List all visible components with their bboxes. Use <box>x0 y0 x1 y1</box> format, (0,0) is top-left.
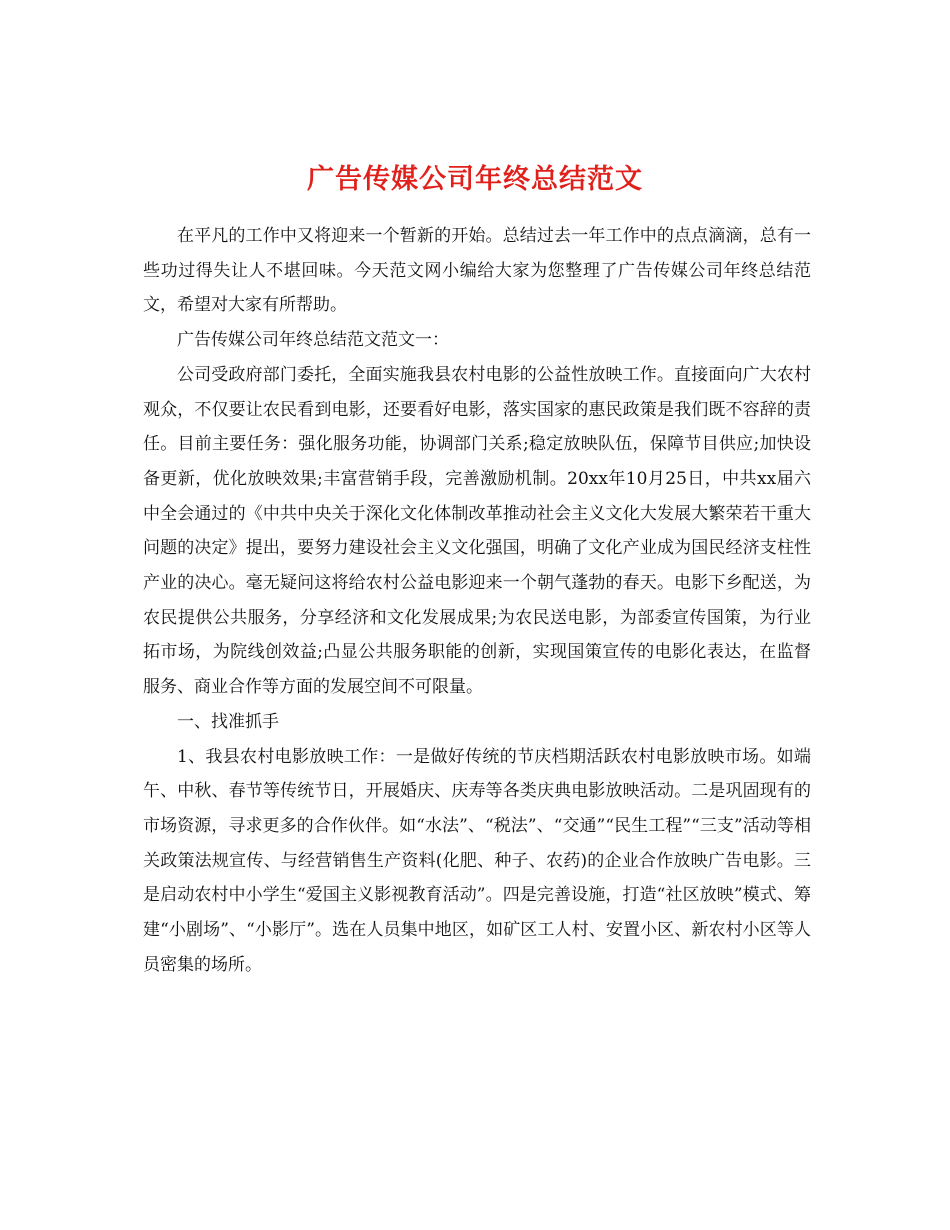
body-paragraph: 1、我县农村电影放映工作：一是做好传统的节庆档期活跃农村电影放映市场。如端午、中秋、春节等传统节日，开展婚庆、庆寿等各类庆典电影放映活动。二是巩固现有的市场资源，寻求更多的合作伙伴。如“水法”、“税法”、“交通”“民生工程”“三支”活动等相关政策法规宣传、与经营销售生产资料(化肥、种子、农药)的企业合作放映广告电影。三是启动农村中小学生“爱国主义影视教育活动”。四是完善设施，打造“社区放映”模式、筹建“小剧场”、“小影厅”。选在人员集中地区，如矿区工人村、安置小区、新农村小区等人员密集的场所。 <box>143 746 811 975</box>
body-paragraph: 公司受政府部门委托，全面实施我县农村电影的公益性放映工作。直接面向广大农村观众，不仅要让农民看到电影，还要看好电影，落实国家的惠民政策是我们既不容辞的责任。目前主要任务：强化服务功能，协调部门关系;稳定放映队伍，保障节目供应;加快设备更新，优化放映效果;丰富营销手段，完善激励机制。20xx年10月25日，中共xx届六中全会通过的《中共中央关于深化文化体制改革推动社会主义文化大发展大繁荣若干重大问题的决定》提出，要努力建设社会主义文化强国，明确了文化产业成为国民经济支柱性产业的决心。毫无疑问这将给农村公益电影迎来一个朝气蓬勃的春天。电影下乡配送，为农民提供公共服务，分享经济和文化发展成果;为农民送电影，为部委宣传国策，为行业拓市场，为院线创效益;凸显公共服务职能的创新，实现国策宣传的电影化表达，在监督服务、商业合作等方面的发展空间不可限量。 <box>143 364 811 698</box>
document-body <box>143 219 811 982</box>
intro-paragraph: 在平凡的工作中又将迎来一个暂新的开始。总结过去一年工作中的点点滴滴，总有一些功过得失让人不堪回味。今天范文网小编给大家为您整理了广告传媒公司年终总结范文，希望对大家有所帮助。 <box>143 226 811 316</box>
section-heading-sample-one: 广告传媒公司年终总结范文范文一： <box>177 330 449 351</box>
document-title: 广告传媒公司年终总结范文 <box>307 164 643 196</box>
section-heading-find-focus: 一、找准抓手 <box>177 711 279 732</box>
